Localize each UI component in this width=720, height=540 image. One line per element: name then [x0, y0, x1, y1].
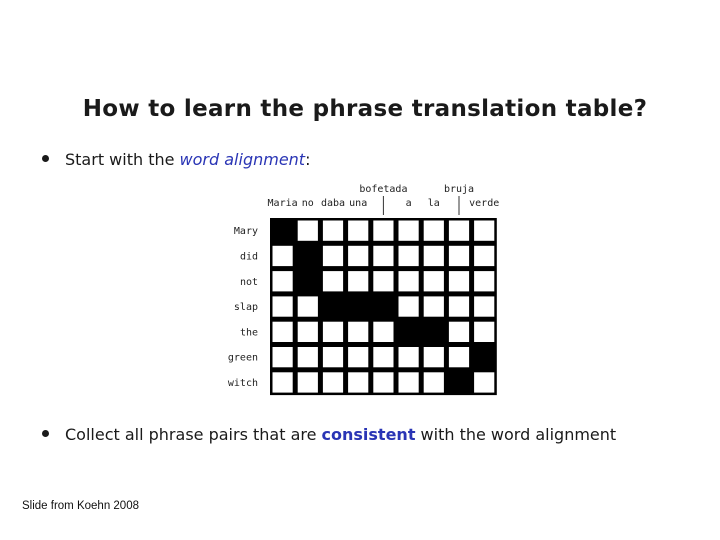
matrix-cell [298, 347, 318, 367]
matrix-cell [424, 246, 444, 266]
matrix-cell [323, 322, 343, 342]
matrix-cell [474, 296, 494, 316]
aligned-cell [273, 221, 293, 241]
aligned-cell [424, 322, 444, 342]
matrix-cell [323, 221, 343, 241]
matrix-cell [373, 221, 393, 241]
matrix-cell [424, 271, 444, 291]
matrix-cell [373, 271, 393, 291]
matrix-cell [273, 372, 293, 392]
matrix-cell [474, 271, 494, 291]
consistent-highlight: consistent [321, 425, 416, 444]
source-word-label: Maria [267, 198, 298, 209]
aligned-cell [323, 296, 343, 316]
matrix-cell [399, 347, 419, 367]
aligned-cell [298, 246, 318, 266]
matrix-cell [373, 347, 393, 367]
matrix-cell [424, 347, 444, 367]
bullet-1-suffix: : [305, 150, 311, 169]
target-word-label: Mary [233, 226, 258, 238]
aligned-cell [348, 296, 368, 316]
matrix-cell [399, 296, 419, 316]
matrix-cell [348, 271, 368, 291]
bullet-2-suffix: with the word alignment [415, 425, 617, 444]
matrix-cell [424, 221, 444, 241]
matrix-cell [273, 322, 293, 342]
aligned-cell [449, 372, 469, 392]
aligned-cell [399, 322, 419, 342]
word-alignment-link: word alignment [179, 150, 306, 169]
source-word-label: a [405, 198, 412, 209]
bullet-dot-icon [42, 430, 49, 437]
matrix-cell [373, 322, 393, 342]
matrix-cell [298, 322, 318, 342]
matrix-cell [348, 221, 368, 241]
matrix-cell [449, 271, 469, 291]
matrix-cell [424, 296, 444, 316]
matrix-cell [449, 246, 469, 266]
source-word-label: la [427, 198, 440, 209]
matrix-cell [298, 296, 318, 316]
matrix-cell [348, 347, 368, 367]
source-word-label: daba [320, 198, 346, 209]
bullet-collect-phrase-pairs [42, 425, 616, 444]
matrix-cell [273, 271, 293, 291]
matrix-cell [298, 372, 318, 392]
matrix-cell [399, 372, 419, 392]
matrix-cell [399, 271, 419, 291]
aligned-cell [373, 296, 393, 316]
matrix-cell [449, 296, 469, 316]
matrix-cell [474, 221, 494, 241]
matrix-cell [373, 246, 393, 266]
matrix-cell [474, 372, 494, 392]
matrix-cell [474, 322, 494, 342]
matrix-cell [323, 271, 343, 291]
matrix-cell [474, 246, 494, 266]
target-word-label: not [239, 276, 258, 288]
target-word-label: the [239, 327, 258, 339]
aligned-cell [298, 271, 318, 291]
matrix-cell [348, 322, 368, 342]
matrix-cell [424, 372, 444, 392]
matrix-cell [449, 322, 469, 342]
target-word-label: green [227, 352, 258, 364]
matrix-cell [399, 221, 419, 241]
matrix-cell [298, 221, 318, 241]
slide-credit: Slide from Koehn 2008 [22, 500, 139, 512]
bullet-2-prefix: Collect all phrase pairs that are [65, 425, 322, 444]
matrix-cell [449, 221, 469, 241]
slide-title: How to learn the phrase translation table? [82, 96, 648, 122]
matrix-cell [273, 347, 293, 367]
matrix-cell [273, 246, 293, 266]
target-word-label: did [239, 251, 258, 263]
source-word-label: verde [469, 198, 500, 209]
matrix-cell [373, 372, 393, 392]
source-word-label: bruja [443, 184, 475, 195]
source-word-label: una [349, 198, 368, 209]
source-word-label: bofetada [359, 184, 408, 195]
matrix-cell [323, 372, 343, 392]
target-word-label: slap [233, 302, 258, 314]
target-word-label: witch [227, 378, 258, 389]
matrix-cell [348, 372, 368, 392]
matrix-cell [348, 246, 368, 266]
matrix-cell [399, 246, 419, 266]
matrix-cell [273, 296, 293, 316]
matrix-cell [449, 347, 469, 367]
matrix-cell [323, 246, 343, 266]
source-word-label: no [301, 198, 314, 209]
bullet-1-prefix: Start with the [65, 150, 180, 169]
matrix-cell [323, 347, 343, 367]
aligned-cell [474, 347, 494, 367]
